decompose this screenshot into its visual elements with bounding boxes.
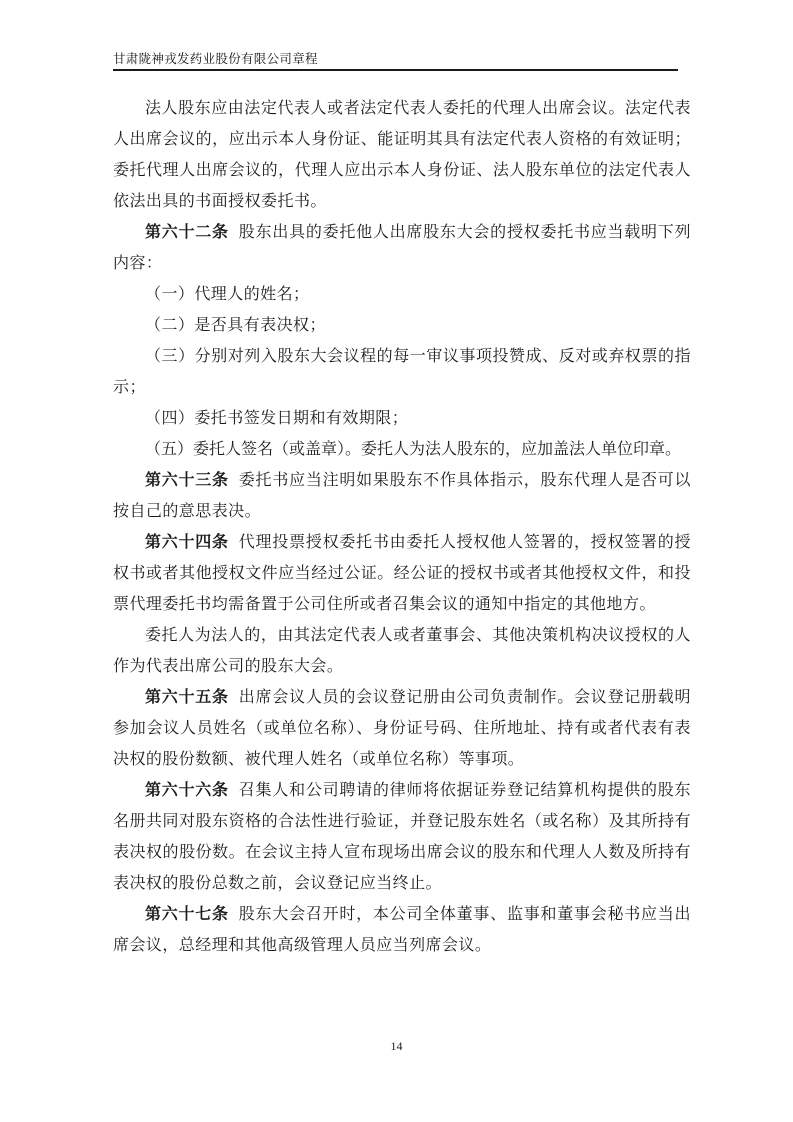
paragraph-text: （三）分别对列入股东大会议程的每一审议事项投赞成、反对或弃权票的指示； bbox=[113, 348, 691, 396]
paragraph-text: 法人股东应由法定代表人或者法定代表人委托的代理人出席会议。法定代表人出席会议的，应出示本人身份证、能证明其具有法定代表人资格的有效证明；委托代理人出席会议的，代理人应出示本人身份证、法人股东单位的法定代表人依法出具的书面授权委托书。 bbox=[113, 100, 691, 210]
paragraph-text: 委托书应当注明如果股东不作具体指示，股东代理人是否可以按自己的意思表决。 bbox=[113, 472, 691, 520]
paragraph-text: （五）委托人签名（或盖章）。委托人为法人股东的，应加盖法人单位印章。 bbox=[145, 441, 682, 458]
paragraph-text: （一）代理人的姓名； bbox=[145, 286, 310, 303]
paragraph-text: 代理投票授权委托书由委托人授权他人签署的，授权签署的授权书或者其他授权文件应当经过公证。经公证的授权书或者其他授权文件，和投票代理委托书均需备置于公司住所或者召集会议的通知中指定的其他地方。 bbox=[113, 534, 691, 613]
article-62-number: 第六十二条 bbox=[145, 224, 229, 241]
legal-person-principal-paragraph bbox=[113, 620, 691, 682]
article-65-paragraph bbox=[113, 682, 691, 775]
paragraph-text: 出席会议人员的会议登记册由公司负责制作。会议登记册载明参加会议人员姓名（或单位名称）、身份证号码、住所地址、持有或者代表有表决权的股份数额、被代理人姓名（或单位名称）等事项。 bbox=[113, 689, 691, 768]
article-65-number: 第六十五条 bbox=[145, 689, 229, 706]
article-66-paragraph bbox=[113, 775, 691, 899]
article-63-paragraph bbox=[113, 465, 691, 527]
list-item-2 bbox=[113, 310, 691, 341]
list-item-5 bbox=[113, 434, 691, 465]
document-header-title: 甘肃陇神戎发药业股份有限公司章程 bbox=[113, 52, 318, 66]
paragraph-text: 召集人和公司聘请的律师将依据证券登记结算机构提供的股东名册共同对股东资格的合法性进行验证，并登记股东姓名（或名称）及其所持有表决权的股份数。在会议主持人宣布现场出席会议的股东和代理人人数及所持有表决权的股份总数之前，会议登记应当终止。 bbox=[113, 782, 691, 892]
document-body bbox=[113, 93, 691, 961]
paragraph-text: （四）委托书签发日期和有效期限； bbox=[145, 410, 409, 427]
paragraph-text: 委托人为法人的，由其法定代表人或者董事会、其他决策机构决议授权的人作为代表出席公司的股东大会。 bbox=[113, 627, 691, 675]
article-62-paragraph bbox=[113, 217, 691, 279]
paragraph-text: 股东大会召开时，本公司全体董事、监事和董事会秘书应当出席会议，总经理和其他高级管理人员应当列席会议。 bbox=[113, 906, 691, 954]
article-66-number: 第六十六条 bbox=[145, 782, 229, 799]
article-67-paragraph bbox=[113, 899, 691, 961]
intro-paragraph bbox=[113, 93, 691, 217]
list-item-3 bbox=[113, 341, 691, 403]
paragraph-text: （二）是否具有表决权； bbox=[145, 317, 326, 334]
article-64-number: 第六十四条 bbox=[145, 534, 229, 551]
article-64-paragraph bbox=[113, 527, 691, 620]
list-item-4 bbox=[113, 403, 691, 434]
page-number: 14 bbox=[390, 1039, 403, 1053]
article-63-number: 第六十三条 bbox=[145, 472, 229, 489]
list-item-1 bbox=[113, 279, 691, 310]
article-67-number: 第六十七条 bbox=[145, 906, 229, 923]
header-rule bbox=[113, 69, 678, 71]
paragraph-text: 股东出具的委托他人出席股东大会的授权委托书应当载明下列内容： bbox=[113, 224, 691, 272]
